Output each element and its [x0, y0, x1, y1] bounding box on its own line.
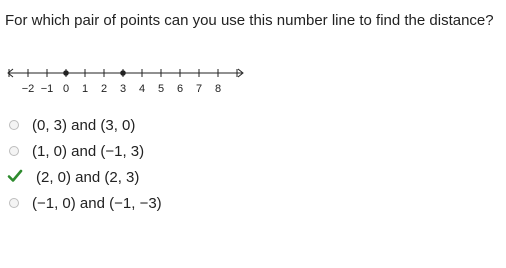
option-2[interactable] — [0, 141, 300, 163]
tick-label: 8 — [214, 83, 222, 95]
plotted-point — [120, 70, 126, 76]
check-icon — [7, 168, 23, 184]
option-label: (0, 3) and (3, 0) — [32, 117, 136, 134]
question-text: For which pair of points can you use this number line to find the distance? — [5, 12, 494, 29]
tick-label: −2 — [21, 83, 35, 95]
option-label: (2, 0) and (2, 3) — [36, 169, 140, 186]
tick-label: 4 — [138, 83, 146, 95]
tick-label: 7 — [195, 83, 203, 95]
option-4[interactable] — [0, 193, 300, 215]
option-3[interactable] — [0, 167, 300, 189]
radio-button[interactable] — [9, 146, 19, 156]
option-label: (1, 0) and (−1, 3) — [32, 143, 145, 160]
tick-label: 1 — [81, 83, 89, 95]
number-line — [0, 60, 260, 100]
tick-label: 3 — [119, 83, 127, 95]
tick-label: 0 — [62, 83, 70, 95]
option-1[interactable] — [0, 115, 300, 137]
tick-label: −1 — [40, 83, 54, 95]
radio-button[interactable] — [9, 198, 19, 208]
radio-button[interactable] — [9, 120, 19, 130]
tick-label: 5 — [157, 83, 165, 95]
plotted-point — [63, 70, 69, 76]
tick-label: 2 — [100, 83, 108, 95]
tick-label: 6 — [176, 83, 184, 95]
option-label: (−1, 0) and (−1, −3) — [32, 195, 162, 212]
